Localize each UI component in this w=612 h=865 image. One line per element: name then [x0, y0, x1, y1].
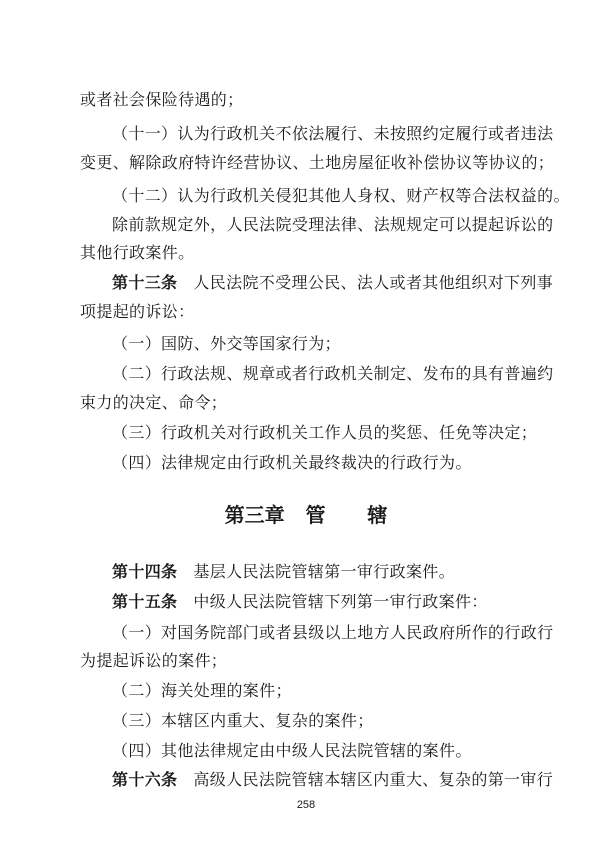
list-item-4: （四）法律规定由行政机关最终裁决的行政行为。 [112, 453, 472, 472]
article-15 [112, 592, 488, 612]
list-item-2: （二）海关处理的案件； [112, 681, 292, 700]
article-number: 第十三条 [112, 273, 178, 292]
list-item-11-line-2: 变更、解除政府特许经营协议、土地房屋征收补偿协议等协议的； [80, 153, 555, 172]
article-text: 高级人民法院管辖本辖区内重大、复杂的第一审行 [193, 770, 554, 789]
list-item-3: （三）本辖区内重大、复杂的案件； [112, 711, 374, 730]
article-number: 第十五条 [112, 592, 178, 611]
article-number: 第十六条 [112, 770, 178, 789]
paragraph-line-1: 除前款规定外，人民法院受理法律、法规规定可以提起诉讼的 [112, 215, 554, 234]
article-text: 中级人民法院管辖下列第一审行政案件： [193, 592, 488, 611]
article-text: 基层人民法院管辖第一审行政案件。 [193, 562, 456, 581]
article-text: 人民法院不受理公民、法人或者其他组织对下列事 [193, 273, 554, 292]
list-item-2-line-2: 束力的决定、命令； [80, 393, 228, 412]
list-item-1: （一）国防、外交等国家行为； [112, 334, 341, 353]
list-item-1-line-2: 为提起诉讼的案件； [80, 651, 228, 670]
list-item-2-line-1: （二）行政法规、规章或者行政机关制定、发布的具有普遍约 [112, 364, 554, 383]
list-item-11-line-1: （十一）认为行政机关不依法履行、未按照约定履行或者违法 [112, 124, 554, 143]
article-13-line-2: 项提起的诉讼： [80, 302, 195, 321]
list-item-12: （十二）认为行政机关侵犯其他人身权、财产权等合法权益的。 [112, 186, 570, 205]
chapter-title: 第三章 管 辖 [224, 503, 388, 527]
list-item-4: （四）其他法律规定由中级人民法院管辖的案件。 [112, 741, 472, 760]
paragraph-line-2: 其他行政案件。 [80, 243, 195, 262]
page-number: 258 [296, 799, 316, 811]
article-14 [112, 562, 455, 582]
list-item-1-line-1: （一）对国务院部门或者县级以上地方人民政府所作的行政行 [112, 623, 554, 642]
article-13-line-1 [112, 273, 553, 293]
article-number: 第十四条 [112, 562, 178, 581]
list-item-3: （三）行政机关对行政机关工作人员的奖惩、任免等决定； [112, 423, 538, 442]
text-line: 或者社会保险待遇的； [80, 90, 244, 109]
article-16 [112, 770, 553, 790]
